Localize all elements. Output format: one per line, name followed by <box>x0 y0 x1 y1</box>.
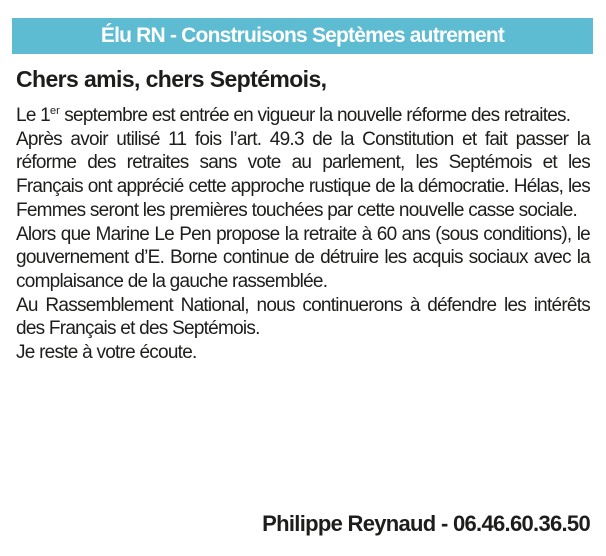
article-body <box>16 104 590 365</box>
greeting: Chers amis, chers Septémois, <box>16 66 327 92</box>
paragraph-3: Alors que Marine Le Pen propose la retraite à 60 ans (sous conditions), le gouvernement d’E. Borne continue de détruire les acquis sociaux avec la complaisance de la gauche rassemblée. <box>16 223 590 292</box>
paragraph-1-end: septembre est entrée en vigueur la nouvelle réforme des retraites. <box>59 105 571 126</box>
ordinal-suffix: er <box>49 105 60 117</box>
header-title: Élu RN - Construisons Septèmes autrement <box>100 24 505 47</box>
paragraph-2: Après avoir utilisé 11 fois l’art. 49.3 de la Constitution et fait passer la réforme des retraites sans vote au parlement, les Septémois et les Français ont apprécié cette approche rustique de la démocratie. Hélas, les Femmes seront les premières touchées par cette nouvelle casse sociale. <box>16 128 590 221</box>
paragraph-1-start: Le 1 <box>16 105 50 126</box>
signature: Philippe Reynaud - 06.46.60.36.50 <box>262 511 590 536</box>
paragraph-1 <box>16 104 590 128</box>
header-banner <box>12 18 593 54</box>
paragraph-5: Je reste à votre écoute. <box>16 342 197 364</box>
paragraph-4: Au Rassemblement National, nous continuerons à défendre les intérêts des Français et des Septémois. <box>16 294 590 340</box>
